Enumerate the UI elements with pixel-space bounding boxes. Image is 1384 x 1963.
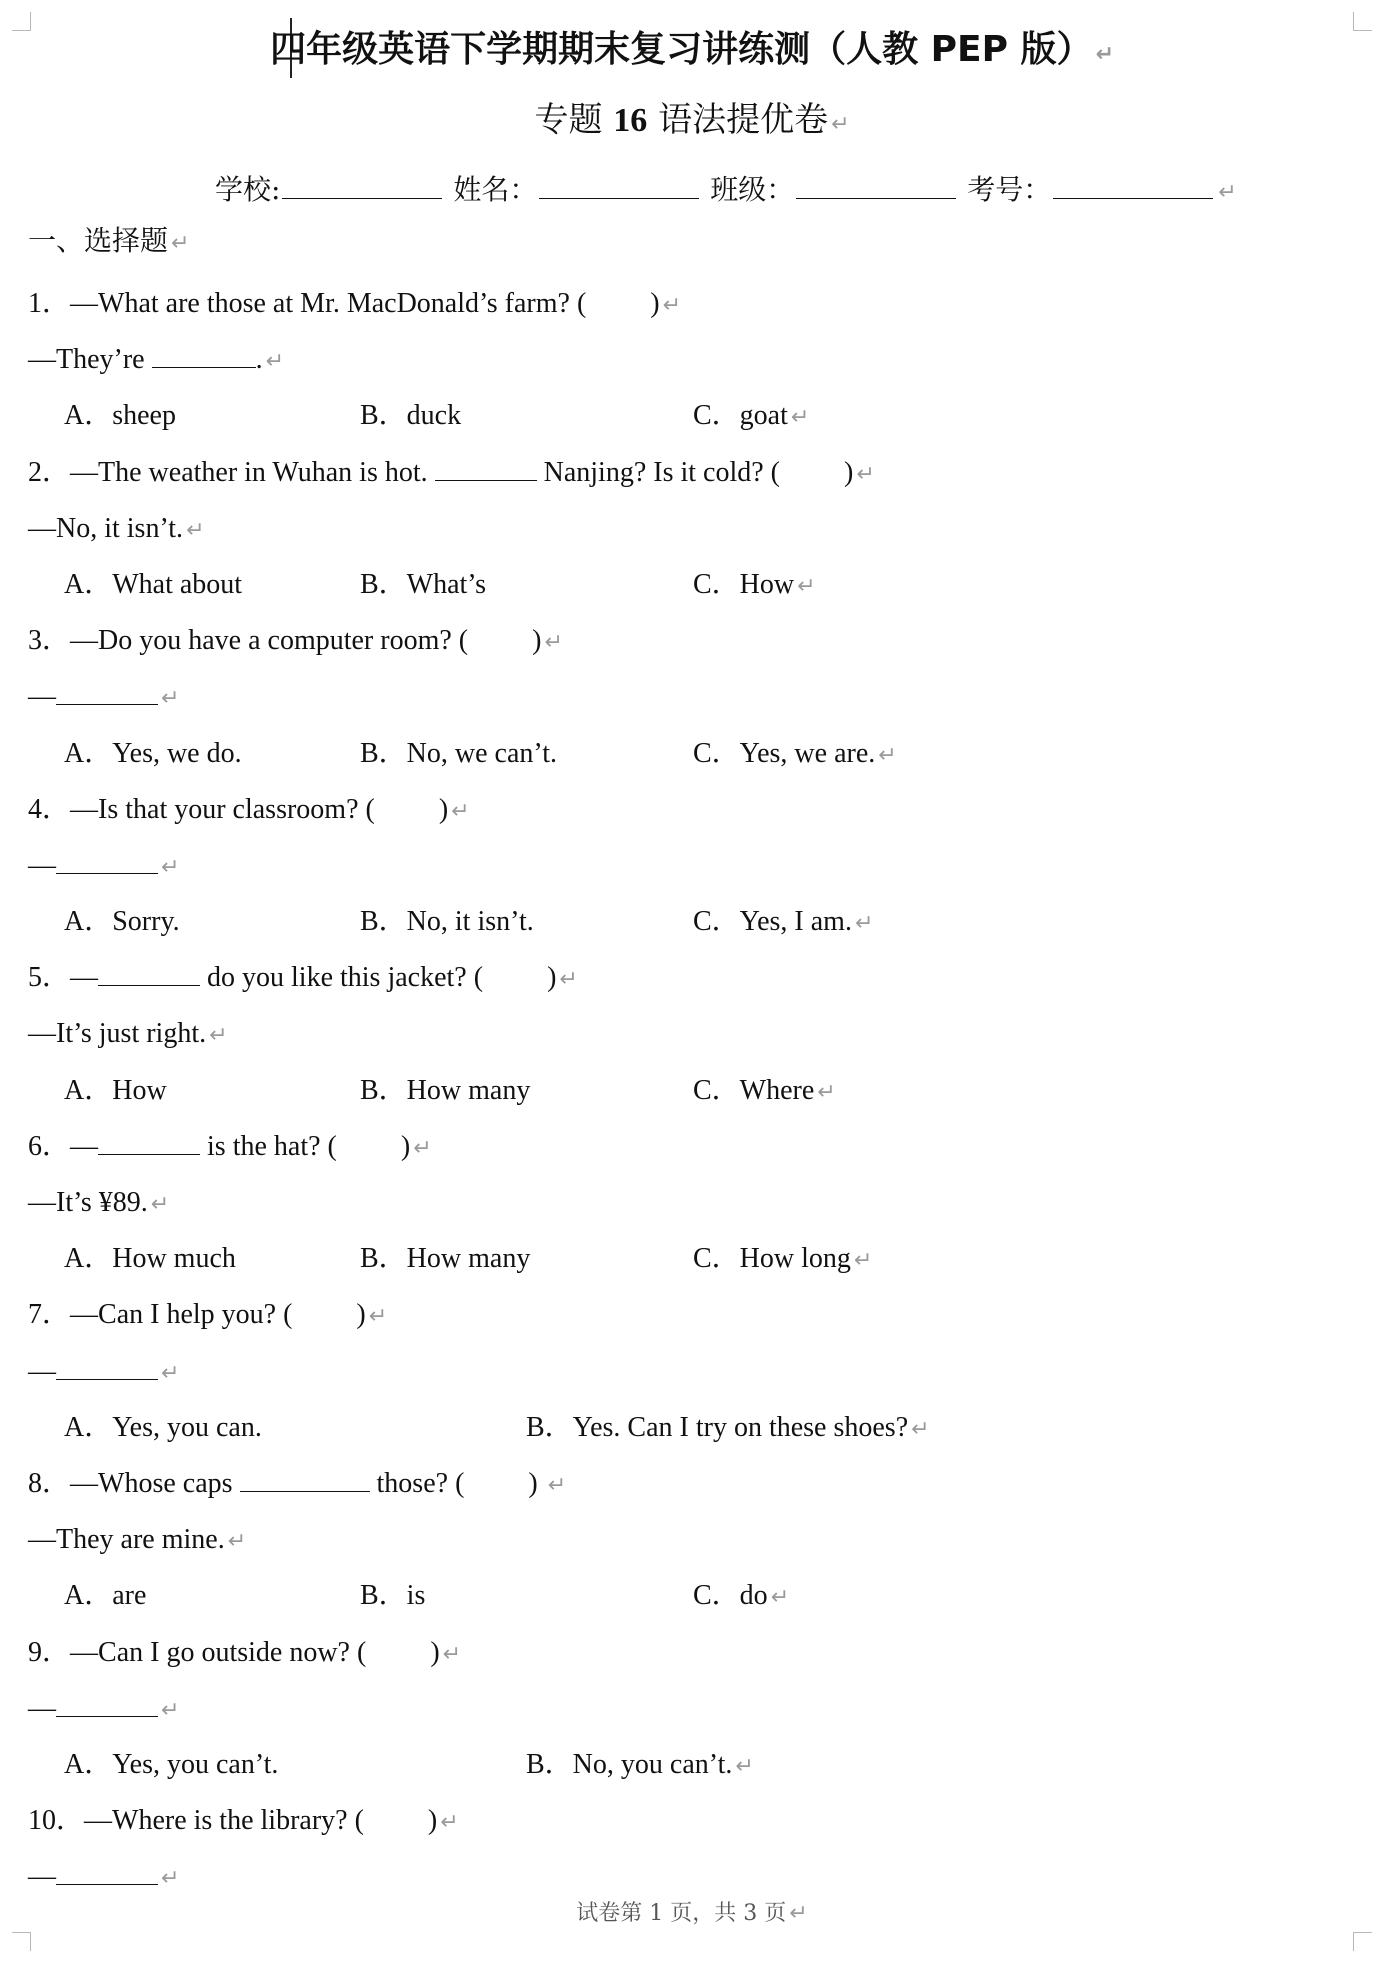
question-text: —: [70, 1130, 99, 1162]
answer-text: —: [28, 849, 56, 881]
option-a[interactable]: A．How much: [64, 1243, 236, 1275]
page-footer: [0, 1896, 1384, 1927]
paragraph-mark-icon: ↵: [911, 1416, 930, 1442]
question-number: 4．: [28, 793, 71, 825]
option-b[interactable]: B．How many: [360, 1243, 531, 1275]
student-info-line: [215, 164, 1237, 216]
paragraph-mark-icon: ↵: [150, 1192, 170, 1217]
question-3-options: [28, 726, 1348, 782]
option-c-text: C．Yes, we are.: [693, 737, 876, 769]
answer-text: —: [28, 681, 56, 713]
option-c[interactable]: [693, 726, 897, 784]
question-text-end: ): [547, 962, 557, 994]
answer-text: —: [28, 1355, 56, 1387]
question-number: 5．: [28, 962, 71, 994]
question-number: 8．: [28, 1467, 71, 1499]
option-a[interactable]: A．Yes, you can.: [64, 1411, 262, 1443]
paragraph-mark-icon: ↵: [1095, 42, 1114, 67]
option-a[interactable]: A．sheep: [64, 400, 176, 432]
question-1-options: [28, 388, 1348, 444]
paragraph-mark-icon: ↵: [209, 1023, 228, 1049]
paragraph-mark-icon: ↵: [797, 573, 816, 599]
option-b[interactable]: [526, 1737, 754, 1795]
question-text: —Can I help you? (: [70, 1299, 293, 1331]
paragraph-mark-icon: ↵: [831, 112, 850, 137]
question-text-end: ): [427, 1805, 438, 1837]
paragraph-mark-icon: ↵: [559, 967, 578, 993]
option-b-text: B．No, you can’t.: [526, 1748, 733, 1780]
question-10: [28, 1793, 1348, 1849]
question-text: —Do you have a computer room? (: [70, 625, 469, 657]
school-label: 学校:: [215, 173, 281, 206]
paragraph-mark-icon: ↵: [1218, 180, 1237, 205]
question-text-end: ): [400, 1130, 411, 1162]
question-5-options: [28, 1063, 1348, 1119]
option-a[interactable]: A．Yes, we do.: [64, 737, 242, 769]
option-b[interactable]: B．is: [360, 1580, 426, 1612]
exam-number-label: 考号：: [967, 173, 1052, 206]
option-b[interactable]: B．What’s: [360, 568, 486, 600]
page-subtitle: [0, 92, 1384, 153]
answer-blank[interactable]: [56, 839, 158, 874]
question-9: [28, 1625, 1348, 1681]
option-c[interactable]: [693, 1231, 872, 1289]
subtitle-prefix: 专题: [534, 100, 603, 140]
question-2: [28, 445, 1348, 501]
option-a[interactable]: A．How: [64, 1074, 167, 1106]
paragraph-mark-icon: ↵: [440, 1810, 459, 1836]
option-c[interactable]: [693, 388, 809, 446]
answer-blank[interactable]: [56, 1850, 158, 1885]
option-c-text: C．Yes, I am.: [693, 906, 852, 938]
subtitle-suffix: 语法提优卷: [658, 100, 829, 140]
option-c-text: C．Where: [693, 1074, 815, 1106]
section-title: 一、选择题: [28, 224, 169, 257]
question-1-answer: [28, 332, 1348, 388]
paragraph-mark-icon: ↵: [790, 405, 810, 431]
option-b-text: B．Yes. Can I try on these shoes?: [526, 1411, 909, 1443]
answer-text: —: [28, 1692, 56, 1724]
question-text: —Where is the library? (: [84, 1805, 364, 1837]
question-text-end: ): [650, 288, 660, 319]
question-blank[interactable]: [435, 446, 537, 481]
paragraph-mark-icon: ↵: [770, 1585, 790, 1611]
option-a[interactable]: A．Yes, you can’t.: [64, 1748, 279, 1780]
paragraph-mark-icon: ↵: [856, 461, 875, 487]
answer-text: —They are mine.: [28, 1524, 225, 1556]
question-blank[interactable]: [98, 951, 200, 986]
option-a[interactable]: A．are: [64, 1580, 147, 1612]
paragraph-mark-icon: ↵: [161, 1360, 180, 1386]
answer-text: —It’s ¥89.: [28, 1187, 148, 1218]
title-text: 四年级英语下学期期末复习讲练测（人教 PEP 版）: [270, 29, 1093, 70]
question-number: 7．: [28, 1299, 71, 1331]
option-c[interactable]: [693, 894, 873, 952]
question-blank[interactable]: [98, 1120, 200, 1155]
paragraph-mark-icon: ↵: [451, 798, 470, 824]
option-c-text: C．goat: [693, 400, 788, 432]
answer-blank[interactable]: [56, 1345, 158, 1380]
option-b[interactable]: B．How many: [360, 1074, 531, 1106]
question-text-mid: Nanjing? Is it cold? (: [536, 456, 780, 488]
class-label: 班级：: [710, 173, 795, 206]
option-c-text: C．How: [693, 568, 795, 600]
paragraph-mark-icon: ↵: [442, 1641, 462, 1667]
question-number: 6．: [28, 1130, 71, 1162]
question-text-end: ): [532, 625, 542, 657]
question-6-options: [28, 1231, 1348, 1287]
question-2-answer: [28, 501, 1348, 557]
paragraph-mark-icon: ↵: [368, 1304, 388, 1330]
option-b[interactable]: B．No, it isn’t.: [360, 906, 534, 938]
answer-blank[interactable]: [56, 1682, 158, 1717]
class-field[interactable]: [796, 164, 956, 199]
paragraph-mark-icon: ↵: [161, 1697, 180, 1723]
paragraph-mark-icon: ↵: [171, 231, 190, 256]
question-text: —Is that your classroom? (: [70, 793, 375, 825]
question-text: —Whose caps: [70, 1467, 240, 1499]
question-4: [28, 782, 1348, 838]
question-number: 3．: [28, 625, 71, 657]
question-text-end: ): [528, 1467, 538, 1499]
question-5-answer: [28, 1006, 1348, 1062]
option-b[interactable]: [526, 1400, 930, 1458]
question-3-answer: [28, 669, 1348, 725]
question-1: [28, 276, 1348, 332]
question-4-options: [28, 894, 1348, 950]
paragraph-mark-icon: ↵: [413, 1135, 432, 1161]
question-9-answer: [28, 1681, 1348, 1737]
page-corner-mark: [12, 1932, 31, 1951]
paragraph-mark-icon: ↵: [547, 1472, 567, 1498]
option-c[interactable]: [693, 1568, 789, 1626]
answer-blank[interactable]: [56, 670, 158, 705]
option-a[interactable]: A．What about: [64, 568, 243, 600]
paragraph-mark-icon: ↵: [789, 1901, 808, 1926]
question-4-answer: [28, 838, 1348, 894]
question-8: [28, 1456, 1348, 1512]
answer-blank[interactable]: [152, 333, 256, 368]
question-7-options: [28, 1400, 1348, 1456]
question-3: [28, 613, 1348, 669]
page-title: [0, 22, 1384, 83]
question-number: 2．: [28, 456, 71, 488]
question-text: —The weather in Wuhan is hot.: [70, 456, 435, 488]
name-label: 姓名：: [453, 173, 538, 206]
question-text-end: ): [844, 456, 854, 488]
question-text-mid: do you like this jacket? (: [200, 962, 484, 994]
question-8-options: [28, 1568, 1348, 1624]
question-text: —: [70, 962, 99, 994]
question-2-options: [28, 557, 1348, 613]
option-a[interactable]: A．Sorry.: [64, 906, 180, 938]
answer-text-end: .: [255, 344, 263, 376]
paragraph-mark-icon: ↵: [544, 630, 563, 656]
question-6: [28, 1119, 1348, 1175]
subtitle-number: 16: [613, 102, 648, 139]
paragraph-mark-icon: ↵: [161, 854, 180, 880]
question-text: —Can I go outside now? (: [70, 1636, 367, 1668]
question-6-answer: [28, 1175, 1348, 1231]
page-number-text: 试卷第 1 页，共 3 页: [576, 1901, 787, 1926]
question-number: 10．: [28, 1805, 85, 1837]
exam-number-field[interactable]: [1053, 164, 1213, 199]
option-c[interactable]: [693, 557, 816, 615]
question-number: 1．: [28, 288, 71, 319]
paragraph-mark-icon: ↵: [662, 293, 682, 318]
option-c-text: C．do: [693, 1580, 768, 1612]
question-7: [28, 1287, 1348, 1343]
paragraph-mark-icon: ↵: [186, 517, 205, 543]
option-b[interactable]: B．No, we can’t.: [360, 737, 557, 769]
paragraph-mark-icon: ↵: [161, 1866, 180, 1892]
question-text: —What are those at Mr. MacDonald’s farm? (: [70, 288, 587, 319]
question-text-mid: is the hat? (: [200, 1130, 337, 1162]
question-text-end: ): [430, 1636, 440, 1668]
paragraph-mark-icon: ↵: [265, 349, 285, 375]
option-c[interactable]: [693, 1063, 836, 1121]
question-text-end: ): [356, 1299, 366, 1331]
school-field[interactable]: [282, 164, 442, 199]
paragraph-mark-icon: ↵: [853, 1248, 873, 1274]
paragraph-mark-icon: ↵: [227, 1529, 247, 1555]
question-text-mid: those? (: [369, 1467, 465, 1499]
page-corner-mark: [1353, 1932, 1372, 1951]
question-number: 9．: [28, 1636, 71, 1668]
section-heading: [28, 218, 189, 267]
question-8-answer: [28, 1512, 1348, 1568]
paragraph-mark-icon: ↵: [854, 911, 874, 937]
question-blank[interactable]: [240, 1457, 370, 1492]
name-field[interactable]: [539, 164, 699, 199]
question-9-options: [28, 1737, 1348, 1793]
question-5: [28, 950, 1348, 1006]
answer-text: —: [28, 1861, 56, 1893]
paragraph-mark-icon: ↵: [878, 742, 897, 768]
answer-text: —No, it isn’t.: [28, 512, 184, 544]
answer-text: —They’re: [28, 344, 152, 376]
paragraph-mark-icon: ↵: [817, 1079, 836, 1105]
question-list: [28, 276, 1348, 1905]
paragraph-mark-icon: ↵: [161, 686, 180, 712]
option-c-text: C．How long: [693, 1243, 851, 1275]
question-text-end: ): [438, 793, 449, 825]
paragraph-mark-icon: ↵: [735, 1753, 754, 1779]
question-7-answer: [28, 1344, 1348, 1400]
option-b[interactable]: B．duck: [360, 400, 462, 432]
answer-text: —It’s just right.: [28, 1018, 207, 1050]
